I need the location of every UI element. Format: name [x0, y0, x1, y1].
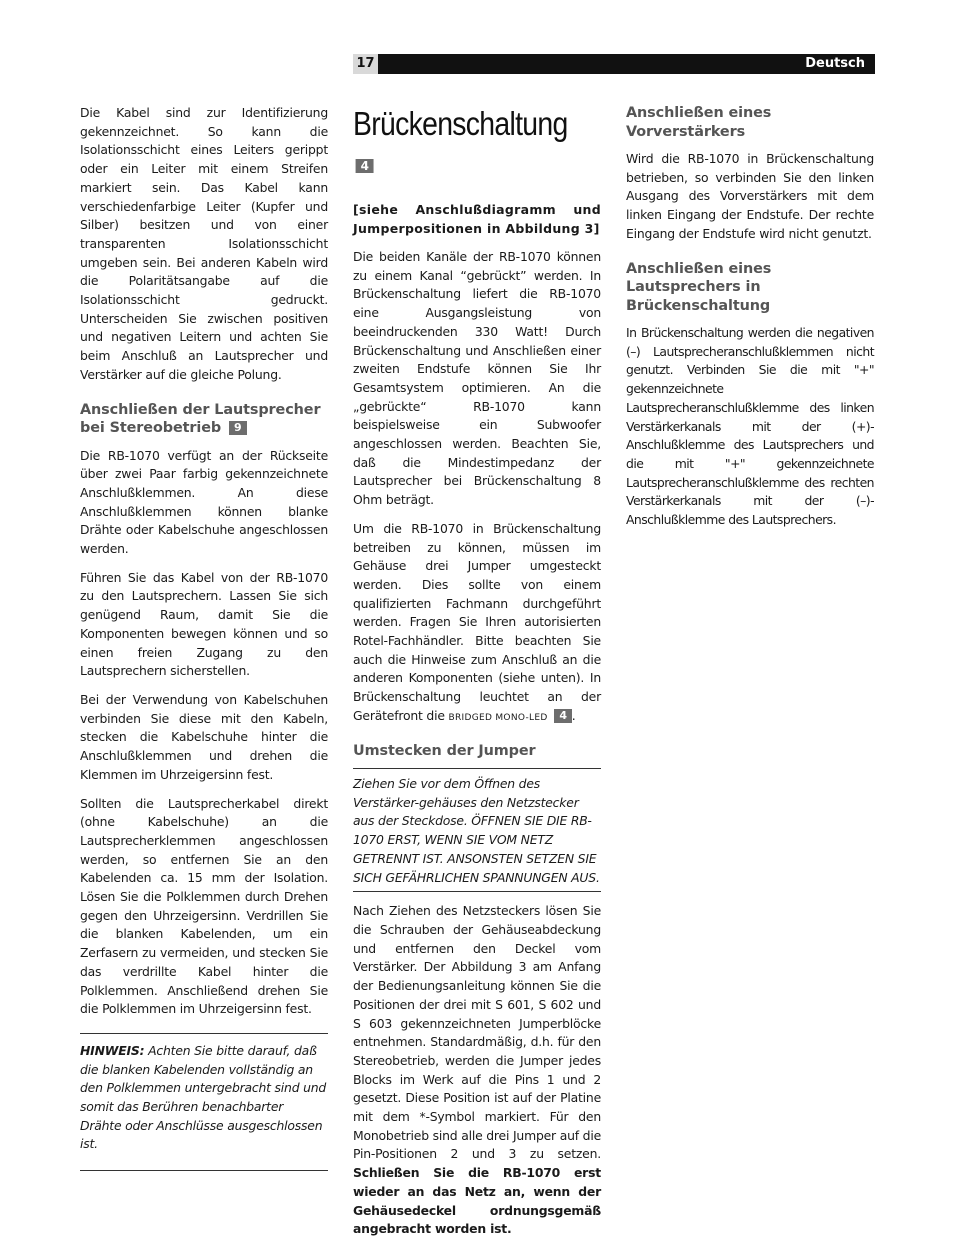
jumper-procedure-text: Nach Ziehen des Netzsteckers lösen Sie die Schrauben der Gehäuseabdeckung und entfernen den Deckel vom Verstärker. Der Abbildung 3 am Anfang der Bedienungsanleitung können Sie die Positionen der drei mit S 601, S 602 und S 603 gekennzeichneten Jumperblöcke entnehmen. Standardmäßig, d.h. für den Stereobetrieb, werden die Jumper jedes Blocks im Werk auf die Pins 1 und 2 gesetzt. Diese Position ist auf der Platine mit dem *-Symbol markiert. Für den Monobetrieb sind alle drei Jumper auf die Pin-Positionen 2 und 3 zu setzen. — [353, 903, 601, 1162]
paragraph-spade-lugs: Bei der Verwendung von Kabelschuhen verbinden Sie diese mit den Kabeln, stecken die Kabelschuhe hinter die Anschlußklemmen und drehen die Klemmen im Uhrzeigersinn fest. — [80, 691, 328, 782]
figure-badge-4-inline: 4 — [554, 709, 571, 723]
paragraph-bare-wire: Sollten die Lautsprecherkabel direkt (ohne Kabelschuhe) an die Lautsprecherklemmen angeschlossen werden, so entfernen Sie an den Kabelenden ca. 15 mm der Isolation. Lösen Sie die Polklemmen durch Drehen gegen den Uhrzeigersinn. Verdrillen Sie die blanken Kabelenden, um ein Zerfasern zu vermeiden, und stecken Sie das verdrillte Kabel hinter die Polklemmen. Anschließend drehen Sie die Polklemmen im Uhrzeigersinn fest. — [80, 795, 328, 1017]
paragraph-bridge-speaker: In Brückenschaltung werden die negativen (–) Lautsprecheranschlußklemmen nicht genutzt. Verbinden Sie die mit "+" gekennzeichnete Lautsprecheranschlußklemme des linken Verstärkerkanals mit der (+)-Anschlußklemme des Lautsprechers und die mit "+" gekennzeichnete Lautsprecheranschlußklemme des rechten Verstärkerkanals mit der (–)-Anschlußklemme des Lautsprechers. — [626, 325, 874, 528]
page-title — [353, 104, 566, 184]
note-box — [80, 1033, 328, 1171]
heading-preamp: Anschließen eines Vorverstärkers — [626, 105, 772, 140]
column-left — [80, 104, 328, 1181]
heading-stereo-text: Anschließen der Lautsprecher bei Stereobetrieb — [80, 401, 321, 437]
note-label: HINWEIS: — [80, 1042, 145, 1058]
paragraph-bridge-intro: Die beiden Kanäle der RB-1070 können zu einem Kanal “gebrückt” werden. In Brückenschaltung liefert die RB-1070 eine Ausgangsleistung von beeindruckenden 330 Watt! Durch Brückenschaltung und Anschließen einer zweiten Endstufe können Sie Ihr Gesamtsystem optimieren. An die „gebrückte“ RB-1070 kann beispielsweise ein Subwoofer angeschlossen werden. Beachten Sie, daß die Mindestimpedanz der Lautsprecher bei Brückenschaltung 8 Ohm beträgt. — [353, 249, 601, 508]
title-text: Brückenschaltung — [353, 105, 568, 142]
warning-text: Ziehen Sie vor dem Öffnen des Verstärker-gehäuses den Netzstecker aus der Steckdose. ÖFFNEN SIE DIE RB-1070 ERST, WENN SIE VOM NETZ GETRENNT IST. ANSONSTEN SETZEN SIE SICH GEFÄHRLICHEN SPANNUNGEN AUS. — [353, 776, 600, 885]
bridge-jumpers-text: Um die RB-1070 in Brückenschaltung betreiben zu können, müssen im Gehäuse drei Jumper umgesteckt werden. Dies sollte von einem qualifizierten Fachmann durchgeführt werden. Fragen Sie Ihren autorisierten Rotel-Fachhändler. Bitte beachten Sie auch die Hinweise zum Anschluß an die anderen Komponenten (siehe unten). In Brückenschaltung leuchtet an der Gerätefront die — [353, 520, 601, 723]
heading-bridge-speaker: Anschließen eines Lautsprechers in Brückenschaltung — [626, 260, 772, 314]
diagram-reference: [siehe Anschlußdiagramm und Jumperpositionen in Abbildung 3] — [353, 202, 601, 236]
language-label: Deutsch — [805, 56, 865, 71]
heading-jumper: Umstecken der Jumper — [353, 742, 536, 759]
figure-badge-4: 4 — [356, 159, 374, 173]
header-bar — [353, 54, 875, 74]
bridged-mono-led-label: BRIDGED MONO-LED — [448, 712, 548, 723]
bridge-jumpers-end: . — [571, 707, 576, 723]
paragraph-routing: Führen Sie das Kabel von der RB-1070 zu den Lautsprechern. Lassen Sie sich genügend Raum, damit Sie die Komponenten bewegen können und so einen freien Zugang zu den Lautsprechern sicherstellen. — [80, 569, 328, 679]
paragraph-terminals: Die RB-1070 verfügt an der Rückseite über zwei Paar farbig gekennzeichnete Anschlußklemmen. An diese Anschlußklemmen können blanke Drähte oder Kabelschuhe angeschlossen werden. — [80, 447, 328, 557]
figure-badge-9: 9 — [229, 421, 247, 435]
paragraph-jumper-procedure — [353, 902, 601, 1239]
column-middle — [353, 104, 601, 1249]
paragraph-cable-identification: Die Kabel sind zur Identifizierung gekennzeichnet. So kann die Isolationsschicht eines Leiters gerippt oder ein Leiter mit einem Streifen markiert sein. Das Kabel kann verschiedenfarbige Leiter (Kupfer und Silber) besitzen und von einer transparenten Isolationsschicht umgeben sein. Bei anderen Kabeln wird die Polaritätsangabe auf die Isolationsschicht gedruckt. Unterscheiden Sie zwischen positiven und negativen Leitern und achten Sie beim Anschluß an Lautsprecher und Verstärker auf die gleiche Polung. — [80, 105, 328, 382]
warning-box — [353, 768, 601, 892]
page-number: 17 — [353, 54, 378, 74]
heading-stereo-connection — [80, 401, 328, 438]
note-text: Achten Sie bitte darauf, daß die blanken Kabelenden vollständig an den Polklemmen untergebracht sind und somit das Berühren benachbarter Drähte oder Anschlüsse ausgeschlossen ist. — [80, 1042, 327, 1152]
paragraph-preamp: Wird die RB-1070 in Brückenschaltung betrieben, so verbinden Sie den linken Ausgang des Vorverstärkers mit dem linken Eingang der Endstufe. Der rechte Eingang der Endstufe wird nicht genutzt. — [626, 151, 874, 241]
column-right — [626, 104, 874, 540]
jumper-procedure-bold: Schließen Sie die RB-1070 erst wieder an das Netz an, wenn der Gehäusedeckel ordnungsgemäß angebracht worden ist. — [353, 1165, 601, 1237]
paragraph-bridge-jumpers — [353, 520, 601, 728]
